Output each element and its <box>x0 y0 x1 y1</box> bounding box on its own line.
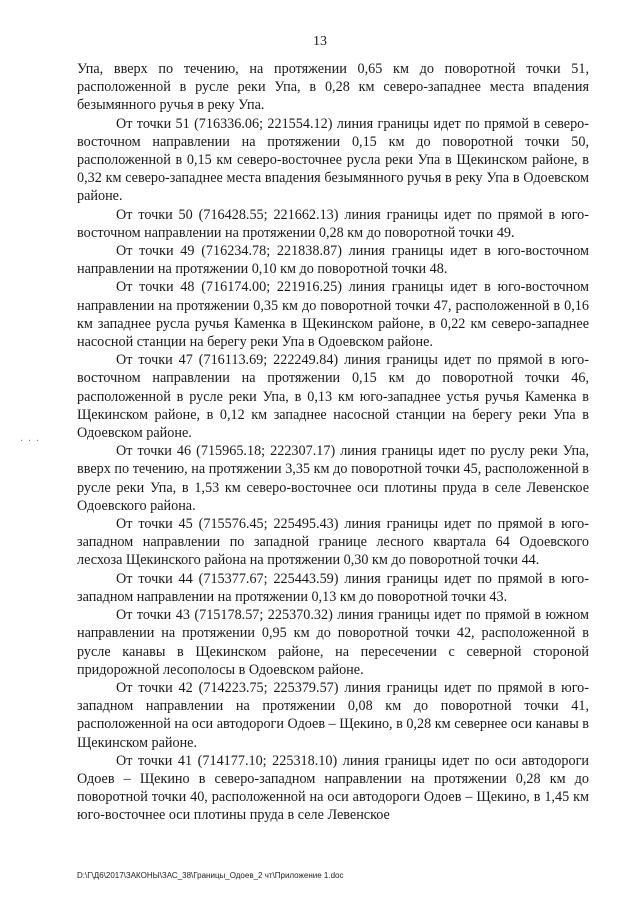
paragraph-point-42: От точки 42 (714223.75; 225379.57) линия границы идет по прямой в юго-западном направлении на протяжении 0,08 км до поворотной точки 41, расположенной на оси автодороги Одоев – Щекино, в 0,28 км севернее оси канавы в Щекинском районе. <box>77 679 589 751</box>
paragraph-point-43: От точки 43 (715178.57; 225370.32) линия границы идет по прямой в южном направлении на протяжении 0,95 км до поворотной точки 42, расположенной в русле канавы в Щекинском районе, на пересечении с северной стороной придорожной лесополосы в Одоевском районе. <box>77 607 589 678</box>
document-body <box>77 60 589 825</box>
paragraph-point-46: От точки 46 (715965.18; 222307.17) линия границы идет по руслу реки Упа, вверх по течению, на протяжении 3,35 км до поворотной точки 45, расположенной в русле реки Упа, в 1,53 км северо-восточнее оси плотины пруда в селе Левенское Одоевского района. <box>77 443 589 514</box>
paragraph-point-48: От точки 48 (716174.00; 221916.25) линия границы идет в юго-восточном направлении на протяжении 0,35 км до поворотной точки 47, расположенной в 0,16 км западнее русла ручья Каменка в Щекинском районе, в 0,22 км северо-западнее насосной станции на берегу реки Упа в Одоевском районе. <box>77 279 589 351</box>
paragraph-point-50: От точки 50 (716428.55; 221662.13) линия границы идет по прямой в юго-восточном направлении на протяжении 0,28 км до поворотной точки 49. <box>77 206 589 241</box>
page-number: 13 <box>313 34 327 49</box>
paragraph-point-45: От точки 45 (715576.45; 225495.43) линия границы идет по прямой в юго-западном направлении по западной границе лесного квартала 64 Одоевского лесхоза Щекинского района на протяжении 0,30 км до поворотной точки 44. <box>77 516 589 569</box>
paragraph-continuation: Упа, вверх по течению, на протяжении 0,65 км до поворотной точки 51, расположенной в русле реки Упа, в 0,28 км северо-западнее места впадения безымянного ручья в реку Упа. <box>77 61 589 114</box>
paragraph-point-44: От точки 44 (715377.67; 225443.59) линия границы идет по прямой в юго-западном направлении на протяжении 0,13 км до поворотной точки 43. <box>77 570 589 605</box>
paragraph-point-51: От точки 51 (716336.06; 221554.12) линия границы идет по прямой в северо-восточном направлении на протяжении 0,15 км до поворотной точки 50, расположенной в 0,15 км северо-восточнее русла реки Упа в Щекинском районе, в 0,32 км северо-западнее места впадения безымянного ручья в реку Упа в Одоевском районе. <box>77 115 589 205</box>
footer-file-path: D:\Г\Д6\2017\ЗАКОНЫ\ЗАС_38\Границы_Одоев_2 чт\Приложение 1.doc <box>77 871 344 880</box>
paragraph-point-49: От точки 49 (716234.78; 221838.87) линия границы идет в юго-восточном направлении на протяжении 0,10 км до поворотной точки 48. <box>77 243 589 278</box>
paragraph-point-41: От точки 41 (714177.10; 225318.10) линия границы идет по оси автодороги Одоев – Щекино в северо-западном направлении на протяжении 0,28 км до поворотной точки 40, расположенной на оси автодороги Одоев – Щекино, в 1,45 км юго-восточнее оси плотины пруда в селе Левенское <box>77 752 589 824</box>
paragraph-point-47: От точки 47 (716113.69; 222249.84) линия границы идет по прямой в юго-восточном направлении на протяжении 0,15 км до поворотной точки 46, расположенной в русле реки Упа, в 0,13 км юго-западнее устья ручья Каменка в Щекинском районе, в 0,12 км западнее насосной станции на берегу реки Упа в Одоевском районе. <box>77 352 589 442</box>
scan-margin-mark: · · · <box>20 436 40 447</box>
